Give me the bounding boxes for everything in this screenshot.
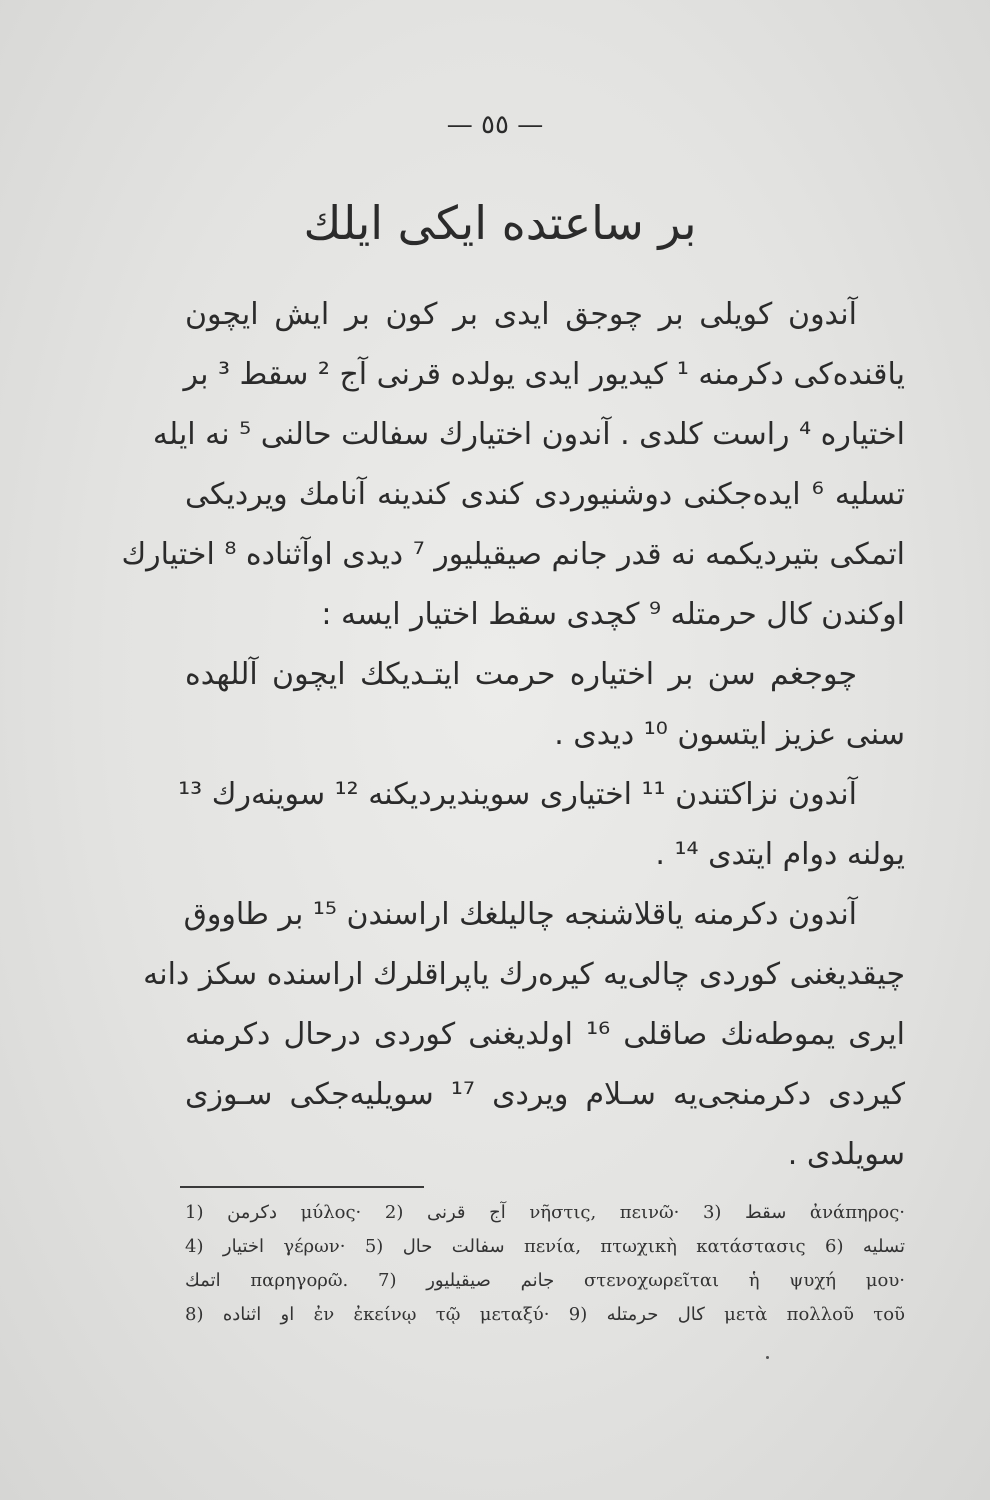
body-text	[121, 285, 905, 1185]
text-line: سنی عزیز ایتسون ¹⁰ دیدی .	[554, 717, 905, 752]
text-line: ایری یموطەنك صاقلی ¹⁶ اولدیغنی کوردی درحال دکرمنه	[185, 1017, 905, 1052]
text-line: تسلیه ⁶ ایدەجکنی دوشنیوردی کندی کندینه آنامك ویردیکی	[185, 477, 905, 512]
text-line: یولنه دوام ایتدی ¹⁴ .	[655, 837, 905, 872]
text-line: سویلدی .	[787, 1137, 905, 1172]
page-number: — ٥٥ —	[446, 110, 544, 140]
text-line: اتمکی بتیردیکمه نه قدر جانم صیقیلیور ⁷ دیدی اوآثناده ⁸ اختیارك	[121, 537, 905, 572]
text-line: کیردی دکرمنجی‌یه سـلام ویردی ¹⁷ سویلیه‌جکی سـوزی	[185, 1077, 905, 1112]
page-title: بر ساعتده ایکی ایلك	[303, 196, 697, 250]
text-line: چیقدیغنی کوردی چالی‌یه کیرەرك یاپراقلرك اراسنده سکز دانه	[143, 957, 905, 992]
footnote-divider	[180, 1186, 424, 1188]
text-line: آندون نزاکتندن ¹¹ اختیاری سویندیردیکنه ¹² سوینەرك ¹³	[178, 777, 857, 812]
footnote-line: 4) اختیار γέρων· 5) سفالت حال πενία, πτωχικὴ κατάστασις 6) تسلیه	[185, 1236, 905, 1257]
footnote-line: اتمك παρηγορῶ. 7) جانم صیقیلیور στενοχωρεῖται ἡ ψυχή μου·	[185, 1270, 905, 1291]
text-line: چوجغم سن بر اختیاره حرمت ایتـدیکك ایچون آللهده	[185, 657, 857, 692]
footnote-line: 8) او اثناده ἐν ἐκείνῳ τῷ μεταξύ· 9) کال حرمتله μετὰ πολλοῦ τοῦ	[185, 1304, 905, 1325]
text-line: آندون کویلی بر چوجق ایدی بر کون بر ایش ایچون	[185, 297, 857, 332]
paper-speck	[766, 1356, 769, 1359]
text-line: اوکندن کال حرمتله ⁹ کچدی سقط اختیار ایسه :	[321, 597, 905, 632]
text-line: آندون دکرمنه یاقلاشنجه چالیلغك اراسندن ¹⁵ بر طاووق	[183, 897, 857, 932]
text-line: اختیاره ⁴ راست کلدی . آندون اختیارك سفالت حالنی ⁵ نه ایله	[152, 417, 905, 452]
footnotes	[185, 1196, 905, 1332]
text-line: یاقندەکی دکرمنه ¹ کیدیور ایدی یولده قرنی آج ² سقط ³ بر	[183, 357, 905, 392]
footnote-line: 1) دکرمن μύλος· 2) آج قرنی νῆστις, πεινῶ· 3) سقط ἀνάπηρος·	[185, 1202, 906, 1223]
